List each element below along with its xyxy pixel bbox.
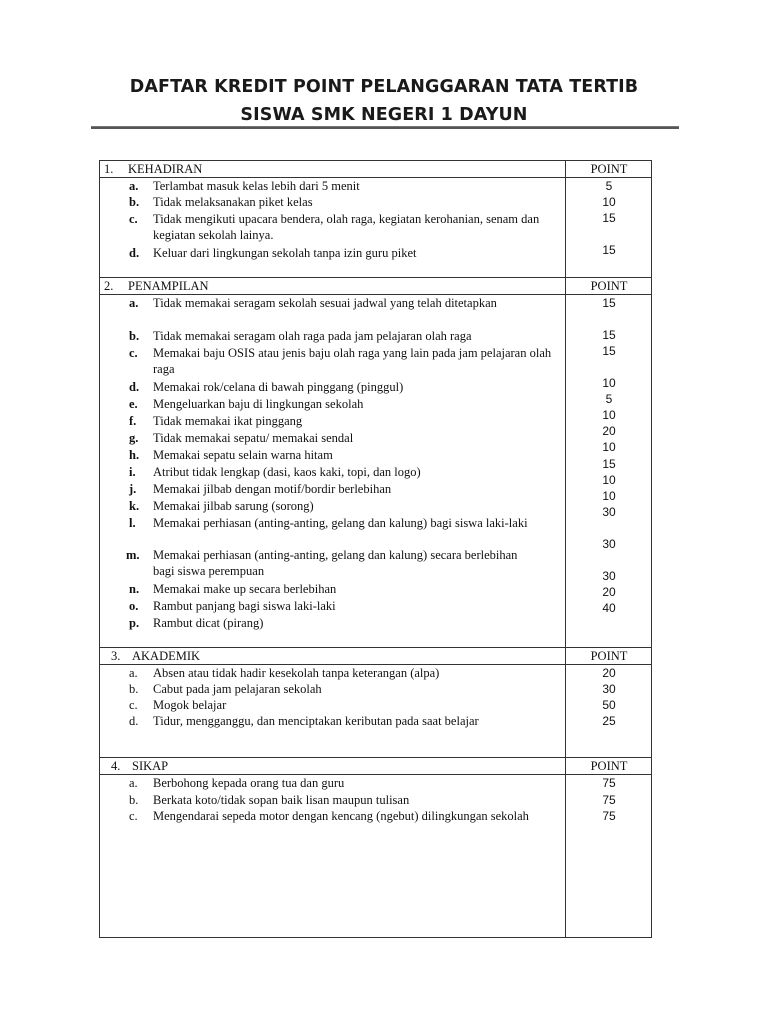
item-text: Cabut pada jam pelajaran sekolah [153,682,322,696]
item-text: Memakai sepatu selain warna hitam [153,448,333,462]
item-point: 15 [602,328,616,342]
item-point: 30 [602,682,616,696]
item-point: 10 [602,440,616,454]
item-text: Tidak mengikuti upacara bendera, olah raga, kegiatan kerohanian, senam dan kegiatan sekolah lainya. [153,212,540,243]
item-marker: c. [129,346,138,360]
item-marker: m. [126,548,140,562]
title-divider [91,126,679,129]
item-marker: l. [129,516,136,530]
document-title-line-1: DAFTAR KREDIT POINT PELANGGARAN TATA TERTIB [129,77,639,97]
section-title-sikap: SIKAP [132,759,169,773]
item-text: Tidur, mengganggu, dan menciptakan keributan pada saat belajar [153,714,479,728]
item-point: 25 [602,714,616,728]
item-marker: e. [129,397,138,411]
item-text: Memakai rok/celana di bawah pinggang (pinggul) [153,380,404,394]
item-text: Berkata koto/tidak sopan baik lisan maupun tulisan [153,793,410,807]
item-text: Memakai jilbab sarung (sorong) [153,499,314,513]
item-point: 20 [602,424,616,438]
item-point: 30 [602,569,616,583]
item-point: 10 [602,195,616,209]
section-number: 2. [104,279,114,293]
item-text: Tidak melaksanakan piket kelas [153,195,313,209]
item-marker: b. [129,793,139,807]
section-number: 4. [111,759,121,773]
item-text: Tidak memakai seragam olah raga pada jam pelajaran olah raga [153,329,472,343]
item-text: Tidak memakai seragam sekolah sesuai jadwal yang telah ditetapkan [153,296,497,310]
item-point: 75 [602,809,616,823]
item-point: 10 [602,408,616,422]
section-number: 1. [104,162,114,176]
item-text: Tidak memakai sepatu/ memakai sendal [153,431,354,445]
point-column-header: POINT [590,759,628,773]
item-marker: f. [129,414,137,428]
item-point: 30 [602,537,616,551]
item-text: Memakai perhiasan (anting-anting, gelang dan kalung) secara berlebihan bagi siswa perempuan [153,548,518,579]
item-text: Atribut tidak lengkap (dasi, kaos kaki, topi, dan logo) [153,465,421,479]
item-marker: a. [129,296,139,310]
item-marker: j. [129,482,137,496]
item-text: Tidak memakai ikat pinggang [153,414,303,428]
item-text: Keluar dari lingkungan sekolah tanpa izin guru piket [153,246,417,260]
item-point: 75 [602,793,616,807]
item-marker: c. [129,809,138,823]
item-point: 15 [602,243,616,257]
item-point: 15 [602,457,616,471]
item-point: 75 [602,776,616,790]
point-column-header: POINT [590,279,628,293]
item-marker: o. [129,599,139,613]
item-marker: h. [129,448,140,462]
section-title-kehadiran: KEHADIRAN [128,162,203,176]
item-text: Terlambat masuk kelas lebih dari 5 menit [153,179,360,193]
item-marker: b. [129,682,139,696]
item-text: Mogok belajar [153,698,227,712]
item-point: 5 [605,392,613,406]
item-text: Berbohong kepada orang tua dan guru [153,776,345,790]
item-point: 20 [602,666,616,680]
item-text: Memakai make up secara berlebihan [153,582,337,596]
item-text: Absen atau tidak hadir kesekolah tanpa keterangan (alpa) [153,666,440,680]
item-point: 20 [602,585,616,599]
point-column-header: POINT [590,649,628,663]
item-point: 50 [602,698,616,712]
item-marker: b. [129,329,140,343]
item-text: Memakai perhiasan (anting-anting, gelang dan kalung) bagi siswa laki-laki [153,516,528,530]
item-point: 15 [602,211,616,225]
item-point: 15 [602,296,616,310]
item-marker: a. [129,666,138,680]
item-text: Rambut panjang bagi siswa laki-laki [153,599,336,613]
item-text: Mengeluarkan baju di lingkungan sekolah [153,397,364,411]
item-marker: d. [129,714,139,728]
section-title-akademik: AKADEMIK [132,649,201,663]
violation-point-table [99,160,652,938]
item-marker: c. [129,212,138,226]
item-point: 10 [602,489,616,503]
item-text: Rambut dicat (pirang) [153,616,264,630]
section-title-penampilan: PENAMPILAN [128,279,209,293]
item-point: 30 [602,505,616,519]
item-point: 40 [602,601,616,615]
item-marker: d. [129,246,140,260]
item-point: 10 [602,473,616,487]
item-marker: b. [129,195,140,209]
item-text: Mengendarai sepeda motor dengan kencang (ngebut) dilingkungan sekolah [153,809,529,823]
item-text: Memakai baju OSIS atau jenis baju olah raga yang lain pada jam pelajaran olah raga [153,346,552,377]
item-marker: n. [129,582,140,596]
item-marker: g. [129,431,139,445]
item-point: 5 [605,179,613,193]
item-point: 15 [602,344,616,358]
item-marker: a. [129,776,138,790]
item-marker: k. [129,499,140,513]
item-text: Memakai jilbab dengan motif/bordir berlebihan [153,482,392,496]
item-marker: d. [129,380,140,394]
item-marker: a. [129,179,139,193]
item-marker: p. [129,616,140,630]
point-column-header: POINT [590,162,628,176]
item-marker: c. [129,698,138,712]
item-marker: i. [129,465,136,479]
section-number: 3. [111,649,121,663]
item-point: 10 [602,376,616,390]
document-title-line-2: SISWA SMK NEGERI 1 DAYUN [240,105,528,125]
